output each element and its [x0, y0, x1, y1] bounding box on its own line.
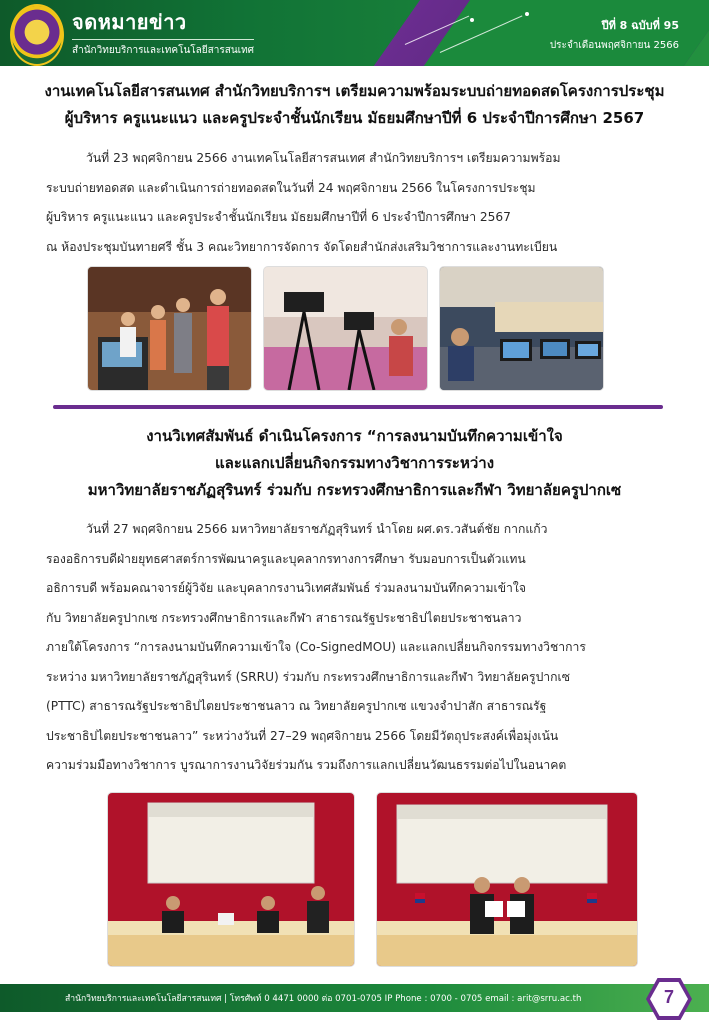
university-logo — [10, 4, 64, 66]
article2-body — [46, 515, 676, 781]
photo-mou-exchange — [377, 793, 637, 966]
page-number: 7 — [663, 987, 674, 1007]
article2-headline-line: งานวิเทศสัมพันธ์ ดำเนินโครงการ “การลงนามบันทึกความเข้าใจ — [146, 427, 563, 445]
page-footer — [0, 984, 709, 1012]
footer-contact-info: สำนักวิทยบริการและเทคโนโลยีสารสนเทศ | โทรศัพท์ 0 4471 0000 ต่อ 0701-0705 IP Phone : 0700 - 0705 email : arit@srru.ac.th — [65, 994, 582, 1004]
article2-body-line: รองอธิการบดีฝ่ายยุทธศาสตร์การพัฒนาครูและบุคลากรทางการศึกษา รับมอบการเป็นตัวแทน — [46, 551, 526, 566]
newsletter-title: จดหมายข่าว — [72, 10, 187, 34]
header-decoration-dot — [525, 12, 529, 16]
photo-mou-signing-image — [108, 793, 354, 966]
article2-headline-line: และแลกเปลี่ยนกิจกรรมทางวิชาการระหว่าง — [214, 454, 495, 472]
article2-body-line: ภายใต้โครงการ “การลงนามบันทึกความเข้าใจ (Co-SignedMOU) และแลกเปลี่ยนกิจกรรมทางวิชาการ — [46, 640, 586, 654]
article1-headline-line: ผู้บริหาร ครูแนะแนว และครูประจำชั้นนักเรียน มัธยมศึกษาปีที่ 6 ประจำปีการศึกษา 2567 — [64, 109, 645, 127]
header-decoration-dot — [470, 18, 474, 22]
article1-body-line: ณ ห้องประชุมบันทายศรี ชั้น 3 คณะวิทยาการจัดการ จัดโดยสำนักส่งเสริมวิชาการและงานทะเบียน — [46, 239, 558, 254]
photo-livestream-team-image — [88, 267, 251, 390]
article2-body-line: (PTTC) สาธารณรัฐประชาธิปไตยประชาชนลาว ณ วิทยาลัยครูปากเซ แขวงจำปาสัก สาธารณรัฐ — [46, 699, 547, 713]
article2-body-line: ความร่วมมือทางวิชาการ บูรณาการงานวิจัยร่วมกัน รวมถึงการแลกเปลี่ยนวัฒนธรรมต่อไปในอนาคต — [46, 758, 567, 772]
photo-camera-setup — [264, 267, 427, 390]
article1-body-line: ผู้บริหาร ครูแนะแนว และครูประจำชั้นนักเรียน มัธยมศึกษาปีที่ 6 ประจำปีการศึกษา 2567 — [46, 210, 511, 224]
issue-month: ประจำเดือนพฤศจิกายน 2566 — [549, 40, 679, 51]
photo-camera-setup-image — [264, 267, 427, 390]
photo-control-room — [440, 267, 603, 390]
photo-mou-signing — [108, 793, 354, 966]
article2-body-line: ประชาธิปไตยประชาชนลาว” ระหว่างวันที่ 27–29 พฤศจิกายน 2566 โดยมีวัตถุประสงค์เพื่อมุ่งเน้น — [46, 728, 559, 743]
photo-control-room-image — [440, 267, 603, 390]
photo-livestream-team — [88, 267, 251, 390]
newsletter-subtitle: สำนักวิทยบริการและเทคโนโลยีสารสนเทศ — [72, 39, 254, 58]
newsletter-header — [0, 0, 709, 66]
article1-body-line: ระบบถ่ายทอดสด และดำเนินการถ่ายทอดสดในวันที่ 24 พฤศจิกายน 2566 ในโครงการประชุม — [46, 180, 536, 195]
article1-body-line: วันที่ 23 พฤศจิกายน 2566 งานเทคโนโลยีสารสนเทศ สำนักวิทยบริการฯ เตรียมความพร้อม — [86, 151, 561, 165]
article1-headline — [0, 78, 709, 132]
photo-mou-exchange-image — [377, 793, 637, 966]
article1-headline-line: งานเทคโนโลยีสารสนเทศ สำนักวิทยบริการฯ เตรียมความพร้อมระบบถ่ายทอดสดโครงการประชุม — [44, 82, 665, 100]
article2-body-line: วันที่ 27 พฤศจิกายน 2566 มหาวิทยาลัยราชภัฏสุรินทร์ นำโดย ผศ.ดร.วสันต์ชัย กากแก้ว — [86, 522, 548, 536]
issue-number: ปีที่ 8 ฉบับที่ 95 — [601, 19, 679, 32]
article1-body — [46, 144, 676, 262]
article2-headline — [0, 423, 709, 504]
section-divider — [53, 405, 663, 409]
article2-body-line: กับ วิทยาลัยครูปากเซ กระทรวงศึกษาธิการและกีฬา สาธารณรัฐประชาธิปไตยประชาชนลาว — [46, 610, 522, 625]
article2-headline-line: มหาวิทยาลัยราชภัฏสุรินทร์ ร่วมกับ กระทรวงศึกษาธิการและกีฬา วิทยาลัยครูปากเซ — [87, 481, 622, 499]
article2-body-line: ระหว่าง มหาวิทยาลัยราชภัฏสุรินทร์ (SRRU) ร่วมกับ กระทรวงศึกษาธิการและกีฬา วิทยาลัยครูปากเซ — [46, 669, 570, 684]
article2-body-line: อธิการบดี พร้อมคณาจารย์ผู้วิจัย และบุคลากรงานวิเทศสัมพันธ์ ร่วมลงนามบันทึกความเข้าใจ — [46, 581, 526, 595]
